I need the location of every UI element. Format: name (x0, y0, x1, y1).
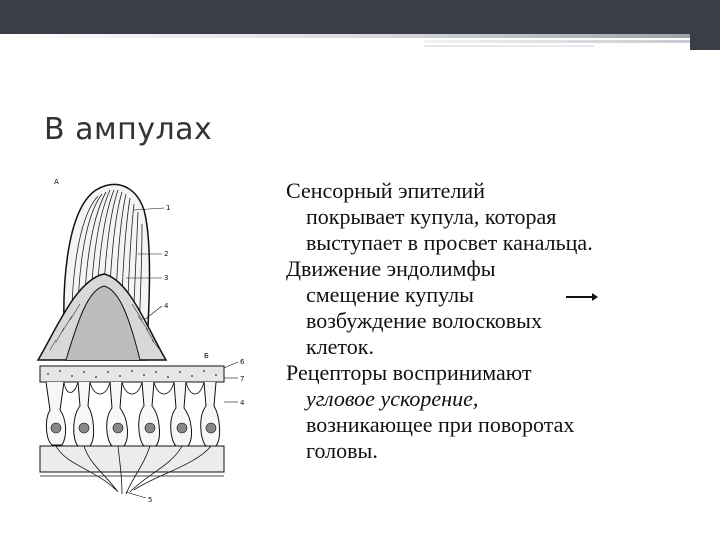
hair-cells (46, 382, 220, 446)
text-line: возникающее при поворотах (306, 412, 575, 437)
text-line: Сенсорный эпителий (286, 178, 485, 203)
label-b4: 4 (240, 399, 245, 407)
text-line: выступает в просвет канальца. (306, 230, 593, 255)
text-line: Движение эндолимфы (286, 256, 496, 281)
accent-line (424, 40, 690, 43)
paragraph-2 (286, 256, 706, 360)
text-line: головы. (306, 438, 378, 463)
text-line: возбуждение волосковых (306, 308, 542, 333)
text-line: Рецепторы воспринимают (286, 360, 532, 385)
paragraph-3 (286, 360, 706, 464)
arrow-head-icon (592, 293, 598, 301)
top-bar-corner (690, 0, 720, 50)
text-line: смещение купулы (306, 282, 474, 307)
arrow-icon (566, 296, 594, 298)
ampulla-diagram (26, 170, 276, 515)
slide-title: В ампулах (44, 112, 213, 147)
text-line-italic: угловое ускорение, (306, 386, 479, 411)
panel-b-letter: Б (204, 352, 209, 360)
accent-line (0, 34, 690, 38)
label-a4: 4 (164, 302, 169, 310)
cupula-layer (40, 366, 224, 382)
text-line: клеток. (306, 334, 374, 359)
label-b7: 7 (240, 375, 245, 383)
text-line: покрывает купула, которая (306, 204, 557, 229)
label-a3: 3 (164, 274, 169, 282)
top-bar (0, 0, 720, 34)
label-a2: 2 (164, 250, 169, 258)
label-b5: 5 (148, 496, 153, 504)
slide-body (286, 178, 706, 464)
accent-line (424, 45, 594, 47)
label-a1: 1 (166, 204, 171, 212)
panel-a-letter: А (54, 178, 59, 186)
label-b6: 6 (240, 358, 245, 366)
paragraph-1 (286, 178, 706, 256)
